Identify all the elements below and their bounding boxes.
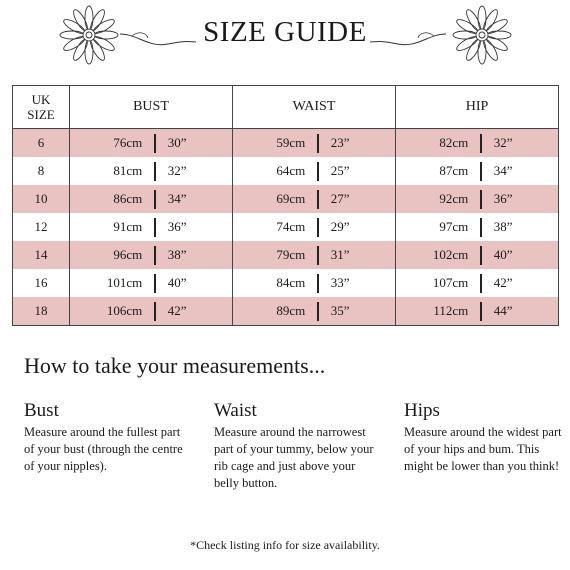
- bust-measure: [84, 274, 218, 293]
- hips-title: Hips: [404, 400, 440, 421]
- hip-measure: [410, 162, 544, 181]
- hip-cm: 112cm: [433, 303, 469, 318]
- waist-cell: [233, 157, 396, 185]
- waist-cell: [233, 213, 396, 241]
- bust-inches: 36”: [167, 219, 187, 234]
- size-cell: 14: [13, 241, 70, 269]
- hip-cm: 82cm: [439, 135, 469, 150]
- waist-inches: 23”: [330, 135, 350, 150]
- waist-cm: 84cm: [276, 275, 306, 290]
- hip-measure: [410, 218, 544, 237]
- hip-header: HIP: [396, 86, 559, 129]
- hip-cell: [396, 269, 559, 297]
- waist-cm: 74cm: [276, 219, 306, 234]
- bust-measure: [84, 190, 218, 209]
- bust-cell: [70, 129, 233, 158]
- hip-cm: 107cm: [432, 275, 469, 290]
- bust-instructions: [24, 400, 189, 475]
- waist-inches: 33”: [330, 275, 350, 290]
- bust-cm: 86cm: [113, 191, 143, 206]
- hip-cell: [396, 297, 559, 326]
- bust-inches: 40”: [167, 275, 187, 290]
- bust-cell: [70, 185, 233, 213]
- table-row: [13, 241, 559, 269]
- bust-measure: [84, 302, 218, 321]
- table-row: [13, 185, 559, 213]
- hip-measure: [410, 246, 544, 265]
- hip-inches: 42”: [493, 275, 513, 290]
- waist-inches: 31”: [330, 247, 350, 262]
- size-cell: 12: [34, 219, 48, 234]
- header: [0, 0, 570, 72]
- bust-header: BUST: [70, 86, 233, 129]
- bust-inches: 30”: [167, 135, 187, 150]
- waist-measure: [247, 218, 381, 237]
- hip-cell: [396, 213, 559, 241]
- hip-measure: [410, 190, 544, 209]
- bust-cm: 96cm: [113, 247, 143, 262]
- page-title: SIZE GUIDE: [203, 16, 367, 48]
- waist-instructions: [214, 400, 379, 492]
- waist-measure: [247, 274, 381, 293]
- hip-measure: [410, 302, 544, 321]
- hip-inches: 36”: [493, 191, 513, 206]
- size-table: [12, 85, 559, 326]
- hip-inches: 32”: [493, 135, 513, 150]
- bust-cm: 91cm: [113, 219, 143, 234]
- table-row: [13, 213, 559, 241]
- size-cell: 16: [34, 275, 48, 290]
- bust-inches: 38”: [167, 247, 187, 262]
- bust-cell: [70, 157, 233, 185]
- size-cell: 8: [37, 163, 45, 178]
- table-row: [13, 269, 559, 297]
- waist-measure: [247, 162, 381, 181]
- bust-cell: [70, 241, 233, 269]
- table-row: [13, 157, 559, 185]
- waist-measure: [247, 246, 381, 265]
- size-cell: 18: [13, 297, 70, 326]
- hip-cell: [396, 241, 559, 269]
- waist-header: WAIST: [233, 86, 396, 129]
- waist-cm: 79cm: [276, 247, 306, 262]
- hip-cm: 97cm: [439, 219, 469, 234]
- table-header-row: [13, 86, 559, 129]
- hip-cell: [396, 185, 559, 213]
- waist-cm: 64cm: [276, 163, 306, 178]
- waist-inches: 27”: [330, 191, 350, 206]
- bust-cell: [70, 269, 233, 297]
- bust-cm: 101cm: [106, 275, 143, 290]
- size-cell: 10: [13, 185, 70, 213]
- waist-measure: [247, 134, 381, 153]
- daisy-flower-icon: [451, 4, 513, 66]
- hip-inches: 40”: [493, 247, 513, 262]
- hips-instructions: [404, 400, 569, 475]
- waist-cell: [233, 241, 396, 269]
- bust-measure: [84, 246, 218, 265]
- hip-cell: [396, 129, 559, 158]
- size-cell: 6: [13, 129, 70, 158]
- waist-cell: [233, 297, 396, 326]
- waist-cm: 69cm: [276, 191, 306, 206]
- waist-cell: [233, 129, 396, 158]
- hip-inches: 38”: [493, 219, 513, 234]
- bust-cm: 76cm: [113, 135, 143, 150]
- table-row: [13, 129, 559, 158]
- waist-text: Measure around the narrowest part of your tummy, below your rib cage and just above your belly button.: [214, 425, 374, 490]
- bust-title: Bust: [24, 400, 59, 421]
- hip-inches: 44”: [493, 303, 513, 318]
- bust-cell: [70, 213, 233, 241]
- waist-inches: 25”: [330, 163, 350, 178]
- hip-cm: 102cm: [432, 247, 469, 262]
- howto-heading: How to take your measurements...: [24, 353, 326, 378]
- bust-measure: [84, 218, 218, 237]
- hip-cell: [396, 157, 559, 185]
- uk-size-header-line1: UK: [31, 92, 51, 107]
- waist-cm: 59cm: [276, 135, 306, 150]
- uk-size-header: [13, 86, 70, 129]
- bust-cm: 106cm: [106, 303, 143, 318]
- hip-cm: 92cm: [439, 191, 469, 206]
- bust-text: Measure around the fullest part of your bust (through the centre of your nipples).: [24, 425, 183, 473]
- hip-inches: 34”: [493, 163, 513, 178]
- table-body: [13, 129, 559, 326]
- bust-measure: [84, 162, 218, 181]
- bust-inches: 42”: [167, 303, 187, 318]
- waist-measure: [247, 190, 381, 209]
- bust-cm: 81cm: [113, 163, 143, 178]
- bust-inches: 34”: [167, 191, 187, 206]
- waist-cm: 89cm: [276, 303, 306, 318]
- waist-cell: [233, 269, 396, 297]
- waist-inches: 35”: [330, 303, 350, 318]
- hip-cm: 87cm: [439, 163, 469, 178]
- bust-inches: 32”: [167, 163, 187, 178]
- hip-measure: [410, 134, 544, 153]
- waist-title: Waist: [214, 400, 257, 421]
- bust-cell: [70, 297, 233, 326]
- swirl-right-icon: [368, 30, 448, 52]
- waist-measure: [247, 302, 381, 321]
- bust-measure: [84, 134, 218, 153]
- waist-cell: [233, 185, 396, 213]
- hips-text: Measure around the widest part of your hips and bum. This might be lower than you think!: [404, 425, 562, 473]
- hip-measure: [410, 274, 544, 293]
- footnote: *Check listing info for size availability.: [190, 538, 380, 552]
- waist-inches: 29”: [330, 219, 350, 234]
- uk-size-header-line2: SIZE: [27, 107, 55, 122]
- table-row: [13, 297, 559, 326]
